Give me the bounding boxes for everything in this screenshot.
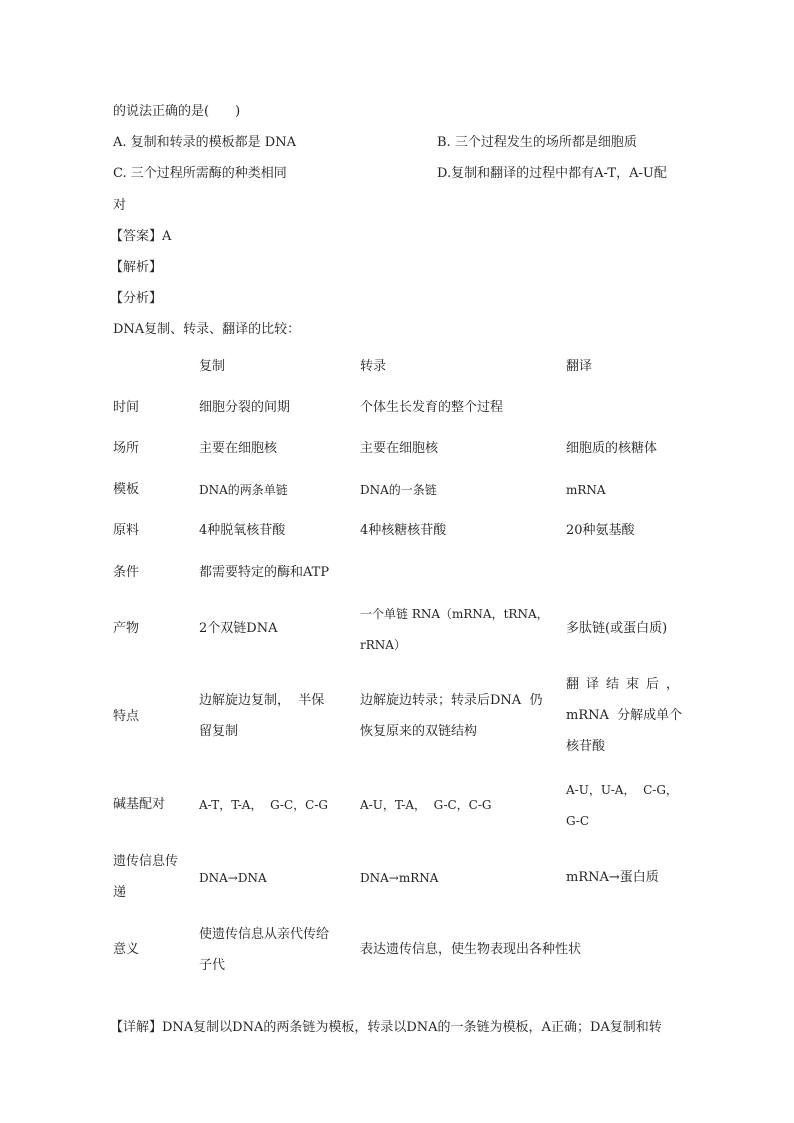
cell-fanyi: mRNA — [566, 483, 606, 497]
header-fuzhi: 复制 — [199, 359, 226, 374]
cell-fanyi: mRNA→蛋白质 — [566, 870, 659, 885]
cell-zhuanlu: DNA的一条链 — [360, 483, 437, 497]
row-label: 碱基配对 — [113, 797, 166, 812]
cell-fanyi-line3: 核苷酸 — [566, 739, 606, 754]
fenxi-heading: 【分析】 — [110, 291, 163, 306]
option-d: D.复制和翻译的过程中都有A-T，A-U配 — [437, 166, 667, 181]
row-label-line2: 递 — [113, 885, 127, 900]
cell-zhuanlu: 4种核糖核苷酸 — [360, 523, 447, 538]
cell-fuzhi: 主要在细胞核 — [199, 441, 278, 456]
row-label: 场所 — [113, 441, 140, 456]
cell-fuzhi-line2: 子代 — [199, 958, 226, 973]
cell-fanyi-line1: A-U，U-A， C-G， — [566, 783, 678, 797]
cell-zhuanlu-line1: 边解旋边转录；转录后DNA 仍 — [360, 693, 543, 708]
answer: 【答案】A — [110, 229, 172, 244]
cell-fanyi-line2: mRNA 分解成单个 — [566, 708, 683, 723]
header-fanyi: 翻译 — [566, 359, 593, 374]
cell-fuzhi-line1: 边解旋边复制， 半保 — [199, 693, 325, 708]
analysis-heading: 【解析】 — [110, 260, 163, 275]
cell-fuzhi: DNA的两条单链 — [199, 483, 288, 497]
cell-fuzhi: 细胞分裂的间期 — [199, 400, 291, 415]
cell-fanyi-line1: 翻译结束后， — [566, 677, 679, 692]
cell-zhuanlu: DNA→mRNA — [360, 871, 439, 885]
cell-zhuanlu-line2: rRNA） — [360, 638, 406, 652]
option-d-continued: 对 — [113, 198, 127, 213]
cell-fuzhi: 2个双链DNA — [199, 621, 278, 636]
cell-fuzhi: DNA→DNA — [199, 871, 267, 885]
comparison-intro: DNA复制、转录、翻译的比较： — [113, 322, 301, 337]
cell-fanyi: 细胞质的核糖体 — [566, 441, 658, 456]
cell-fanyi-line2: G-C — [566, 814, 590, 828]
row-label-line1: 遗传信息传 — [113, 854, 179, 869]
cell-fuzhi-line1: 使遗传信息从亲代传给 — [199, 927, 330, 942]
question-stem: 的说法正确的是( ) — [113, 104, 241, 119]
row-label: 原料 — [113, 523, 140, 538]
row-label: 时间 — [113, 400, 140, 415]
cell-fuzhi: 4种脱氧核苷酸 — [199, 523, 286, 538]
cell-fanyi: 多肽链(或蛋白质) — [566, 621, 668, 636]
header-zhuanlu: 转录 — [360, 359, 387, 374]
cell-zhuanlu: 表达遗传信息，使生物表现出各种性状 — [360, 942, 582, 957]
row-label: 特点 — [113, 709, 140, 724]
cell-zhuanlu: 主要在细胞核 — [360, 441, 439, 456]
cell-fuzhi: 都需要特定的酶和ATP — [199, 565, 330, 580]
row-label: 意义 — [113, 942, 140, 957]
cell-zhuanlu: A-U，T-A， G-C，C-G — [360, 798, 492, 812]
row-label: 产物 — [113, 621, 140, 636]
option-b: B. 三个过程发生的场所都是细胞质 — [437, 135, 637, 150]
cell-fuzhi-line2: 留复制 — [199, 724, 239, 739]
option-c: C. 三个过程所需酶的种类相同 — [113, 166, 287, 181]
cell-fuzhi: A-T，T-A， G-C，C-G — [199, 798, 328, 812]
row-label: 条件 — [113, 565, 140, 580]
cell-fanyi: 20种氨基酸 — [566, 523, 635, 538]
cell-zhuanlu-line2: 恢复原来的双链结构 — [360, 724, 478, 739]
detail-paragraph: 【详解】DNA复制以DNA的两条链为模板，转录以DNA的一条链为模板，A正确；DA复制和转 — [110, 1020, 662, 1035]
cell-zhuanlu-line1: 一个单链 RNA（mRNA，tRNA， — [360, 607, 549, 621]
cell-zhuanlu: 个体生长发育的整个过程 — [360, 400, 504, 415]
option-a: A. 复制和转录的模板都是 DNA — [113, 135, 296, 150]
row-label: 模板 — [113, 482, 140, 497]
